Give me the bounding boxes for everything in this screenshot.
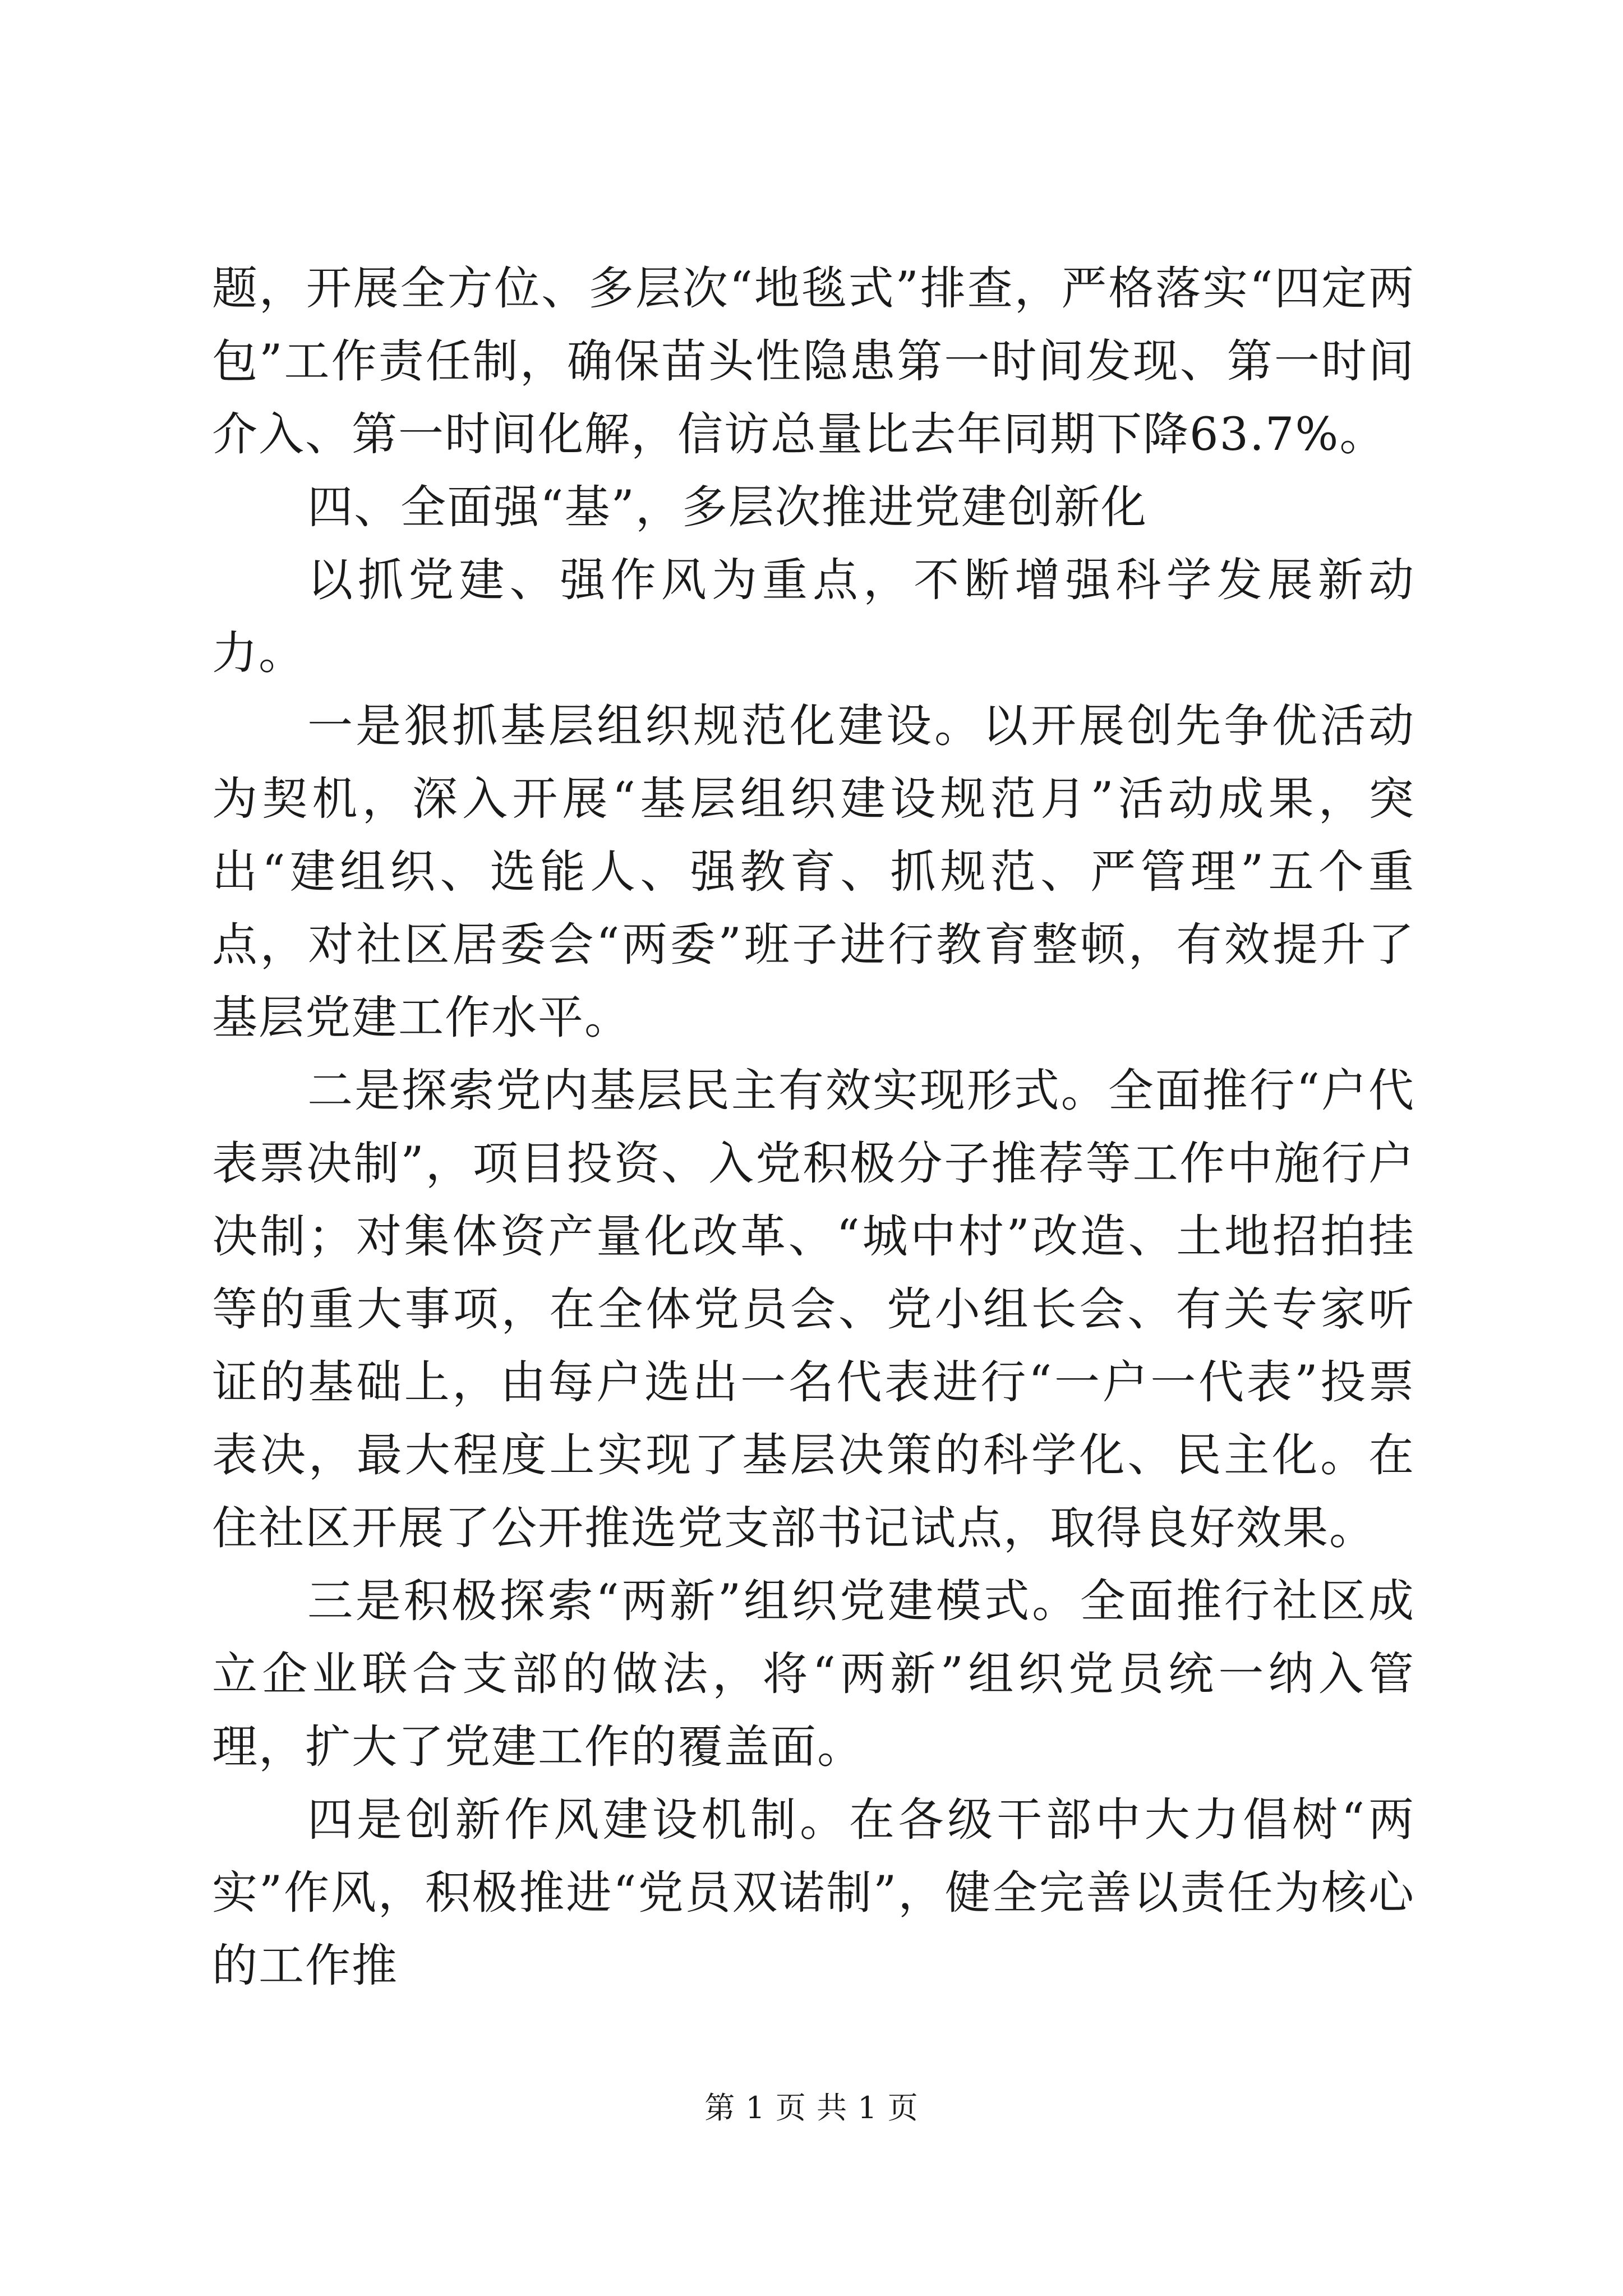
paragraph-item-3: 三是积极探索“两新”组织党建模式。全面推行社区成立企业联合支部的做法，将“两新”组织党员统一纳入管理，扩大了党建工作的覆盖面。 (212, 1575, 1415, 1774)
paragraph-item-4: 四是创新作风建设机制。在各级干部中大力倡树“两实”作风，积极推进“党员双诺制”，健全完善以责任为核心的工作推 (212, 1794, 1415, 1993)
paragraph-continuation: 题，开展全方位、多层次“地毯式”排查，严格落实“四定两包”工作责任制，确保苗头性隐患第一时间发现、第一时间介入、第一时间化解，信访总量比去年同期下降63.7%。 (212, 263, 1415, 461)
paragraph-intro: 以抓党建、强作风为重点，不断增强科学发展新动力。 (212, 554, 1415, 680)
paragraph-item-1: 一是狠抓基层组织规范化建设。以开展创先争优活动为契机，深入开展“基层组织建设规范月”活动成果，突出“建组织、选能人、强教育、抓规范、严管理”五个重点，对社区居委会“两委”班子进行教育整顿，有效提升了基层党建工作水平。 (212, 700, 1415, 1045)
section-heading: 四、全面强“基”，多层次推进党建创新化 (307, 481, 1147, 534)
document-body (212, 252, 1415, 2003)
paragraph-item-2: 二是探索党内基层民主有效实现形式。全面推行“户代表票决制”，项目投资、入党积极分子推荐等工作中施行户决制；对集体资产量化改革、“城中村”改造、土地招拍挂等的重大事项，在全体党员会、党小组长会、有关专家听证的基础上，由每户选出一名代表进行“一户一代表”投票表决，最大程度上实现了基层决策的科学化、民主化。在住社区开展了公开推选党支部书记试点，取得良好效果。 (212, 1065, 1415, 1555)
page-number-footer: 第 1 页 共 1 页 (704, 2090, 919, 2125)
